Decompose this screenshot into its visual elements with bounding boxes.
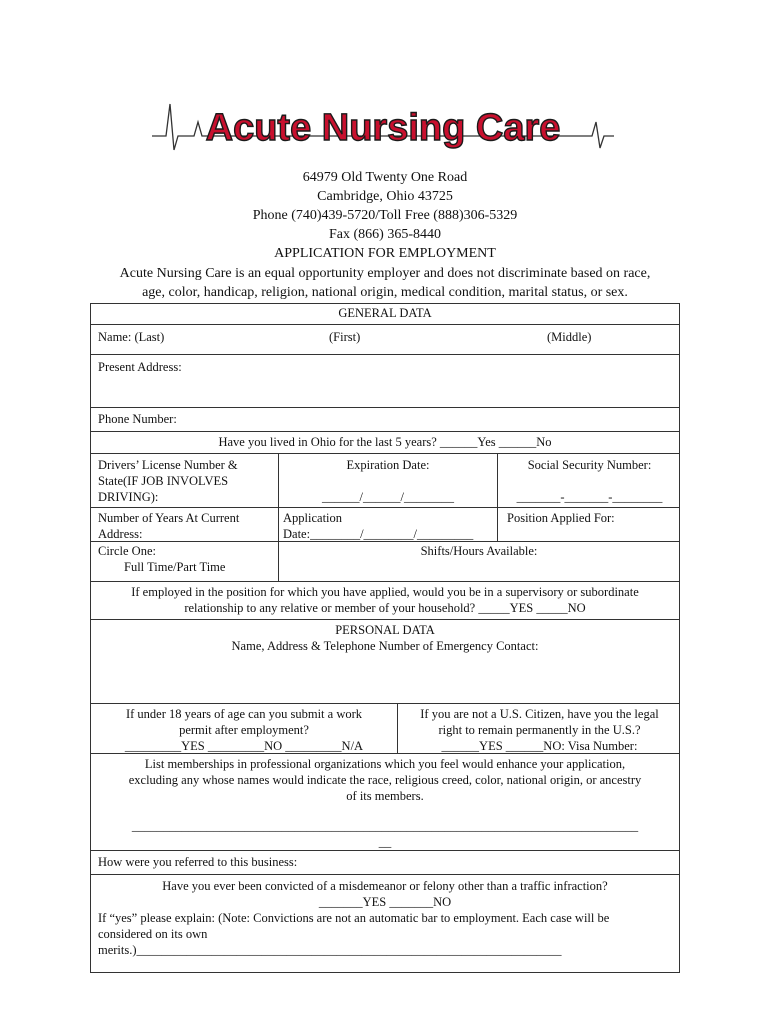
ohio-residency-question[interactable] <box>91 431 679 453</box>
application-date-field[interactable]: Application Date:________/________/_________ <box>283 511 474 541</box>
memberships-field[interactable]: List memberships in professional organizations which you feel would enhance your application, excluding any whose names would indicate the race, religious creed, color, national origin, or ancestry of its members. _________________________________________________________________________________ __ <box>91 753 679 850</box>
emergency-contact-field[interactable] <box>91 619 679 703</box>
explain-blank: merits.)____________________________________________________________________ <box>98 943 562 957</box>
address-line-1: 64979 Old Twenty One Road <box>302 170 468 185</box>
convictions-yes-no[interactable]: _______YES _______NO <box>318 895 452 909</box>
relationship-question[interactable]: If employed in the position for which you have applied, would you be in a supervisory or subordinate relationship to any relative or member of your household? _____YES _____NO <box>91 581 679 619</box>
expiration-date-label: Expiration Date: <box>346 458 430 472</box>
memberships-blank-line: _________________________________________________________________________________ <box>131 819 639 833</box>
referral-label: How were you referred to this business: <box>98 855 298 869</box>
citizenship-question[interactable]: If you are not a U.S. Citizen, have you the legal right to remain permanently in the U.S.? ______YES ______NO: Visa Number: <box>420 707 659 753</box>
work-permit-question[interactable]: If under 18 years of age can you submit a work permit after employment? _________YES _________NO _________N/A <box>124 707 364 753</box>
circle-one-field[interactable] <box>98 543 225 575</box>
expiration-date-blank: ______/______/________ <box>322 490 454 504</box>
present-address-field[interactable] <box>91 354 679 407</box>
name-row[interactable] <box>91 324 679 354</box>
general-data-heading: GENERAL DATA <box>338 306 432 320</box>
application-form <box>90 303 680 973</box>
phone-line: Phone (740)439-5720/Toll Free (888)306-5329 <box>252 208 518 223</box>
shifts-label: Shifts/Hours Available: <box>420 544 538 558</box>
full-part-time-option[interactable]: Full Time/Part Time <box>124 560 226 574</box>
company-logo <box>152 92 614 164</box>
present-address-label: Present Address: <box>98 360 182 374</box>
referral-source-field[interactable] <box>91 850 679 874</box>
address-line-2: Cambridge, Ohio 43725 <box>317 189 453 204</box>
phone-number-label: Phone Number: <box>98 412 177 426</box>
convictions-field[interactable]: Have you ever been convicted of a misdemeanor or felony other than a traffic infraction? _______YES _______NO If “yes” please explain: (Note: Convictions are not an automatic bar to employment. Each case will be considered on its own merits.)____________________________________________________________________ <box>91 874 679 973</box>
license-row <box>91 453 679 507</box>
logo-text: Acute Nursing Care <box>205 107 561 149</box>
eligibility-row <box>91 703 679 753</box>
years-at-address-field[interactable]: Number of Years At Current Address: <box>98 511 240 541</box>
name-last-label: Name: (Last) <box>98 330 165 344</box>
page-title: APPLICATION FOR EMPLOYMENT <box>274 246 496 261</box>
eeo-line-2: age, color, handicap, religion, national origin, medical condition, marital status, or sex. <box>142 285 628 300</box>
years-row <box>91 507 679 541</box>
ohio-question-text: Have you lived in Ohio for the last 5 years? ______Yes ______No <box>218 435 552 449</box>
ssn-blank: _______-_______-________ <box>516 490 663 504</box>
expiration-date-field[interactable] <box>279 457 497 505</box>
personal-data-heading: PERSONAL DATA <box>335 623 435 637</box>
name-first-label: (First) <box>329 330 361 344</box>
eeo-statement <box>60 264 710 302</box>
position-applied-label: Position Applied For: <box>507 511 615 525</box>
circle-one-label: Circle One: <box>98 544 156 558</box>
emergency-contact-label: Name, Address & Telephone Number of Emergency Contact: <box>231 639 539 653</box>
position-applied-field[interactable] <box>507 510 615 526</box>
employment-type-row <box>91 541 679 581</box>
name-middle-label: (Middle) <box>547 330 592 344</box>
ssn-label: Social Security Number: <box>527 458 652 472</box>
shifts-available-field[interactable] <box>279 543 679 559</box>
fax-line: Fax (866) 365-8440 <box>329 227 441 242</box>
letterhead <box>90 168 680 263</box>
convictions-question: Have you ever been convicted of a misdemeanor or felony other than a traffic infraction? <box>162 879 608 893</box>
license-label[interactable]: Drivers’ License Number & State(IF JOB INVOLVES DRIVING): <box>98 458 238 504</box>
phone-number-field[interactable] <box>91 407 679 431</box>
ssn-field[interactable] <box>498 457 681 505</box>
eeo-line-1: Acute Nursing Care is an equal opportunity employer and does not discriminate based on race, <box>119 266 651 281</box>
